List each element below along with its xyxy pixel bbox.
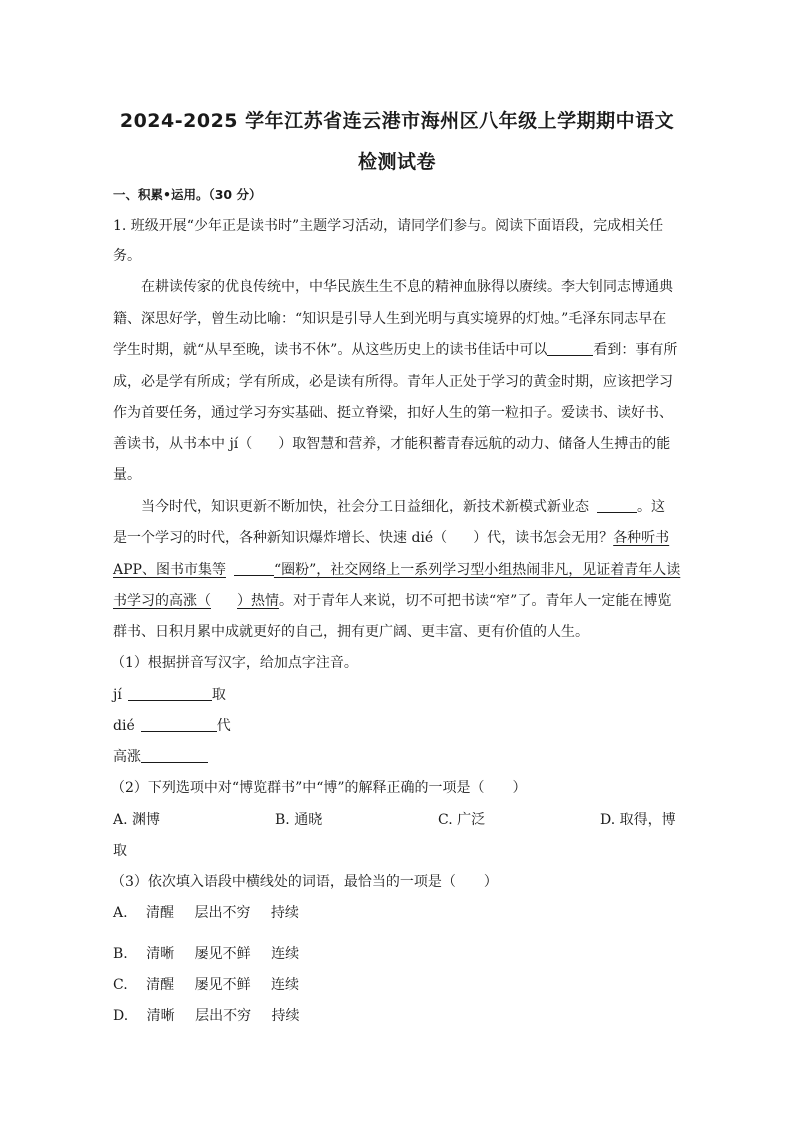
- passage-p2-line: [141, 497, 716, 517]
- fill-blank-2[interactable]: [597, 498, 637, 513]
- passage-text: 当今时代，知识更新不断加快，社会分工日益细化，新技术新模式新业态: [141, 499, 589, 515]
- passage-p1-line: 在耕读传家的优良传统中，中华民族生生不息的精神血脉得以赓续。李大钊同志博通典: [141, 279, 673, 295]
- passage-p1-line: 成，必是学有所成；学有所成，必是读有所得。青年人正处于学习的黄金时期，应该把学习: [113, 374, 673, 390]
- option-word: 清晰: [146, 946, 175, 962]
- passage-p2-line: [113, 560, 688, 580]
- option-a[interactable]: [113, 903, 688, 923]
- fill-blank-3[interactable]: [234, 561, 274, 576]
- option-word: 清晰: [146, 1008, 175, 1024]
- option-word: 持续: [271, 1008, 300, 1024]
- passage-text: ）热情: [237, 593, 279, 609]
- passage-text: 善读书，从书本中 jí（: [113, 436, 253, 452]
- passage-text: 是一个学习的时代，各种新知识爆炸增长、快速 dié（: [113, 530, 448, 546]
- option-word: 连续: [271, 946, 300, 962]
- answer-line-ji: [113, 685, 688, 705]
- option-d[interactable]: [113, 1006, 688, 1026]
- answer-label: jí: [113, 687, 122, 703]
- option-word: 持续: [270, 905, 299, 921]
- passage-p2-line: 群书、日积月累中成就更好的自己，拥有更广阔、更丰富、更有价值的人生。: [113, 624, 589, 640]
- passage-p2-line: [113, 528, 688, 548]
- option-word: 清醒: [146, 977, 175, 993]
- passage-text: APP、图书市集等: [113, 562, 226, 578]
- underlined-text: [113, 593, 279, 609]
- passage-p1-line: [113, 434, 688, 454]
- answer-suffix: 代: [216, 718, 231, 734]
- option-d-wrap: 取: [113, 843, 127, 859]
- option-label: C.: [113, 977, 128, 993]
- question-1-intro-cont: 务。: [113, 248, 141, 264]
- option-b[interactable]: B. 通晓: [275, 812, 323, 828]
- sub-question-3-prompt: （3）依次填入语段中横线处的词语，最恰当的一项是（ ）: [111, 874, 498, 890]
- answer-line-gaozhang: [113, 747, 688, 767]
- passage-p1-line: 量。: [113, 467, 141, 483]
- option-word: 清醒: [146, 905, 175, 921]
- passage-text: ）取智慧和营养，才能积蓄青春远航的动力、储备人生搏击的能: [278, 436, 671, 452]
- underlined-text: 各种听书: [613, 530, 670, 546]
- sub-question-2-prompt: （2）下列选项中对“博览群书”中“博”的解释正确的一项是（ ）: [111, 780, 527, 796]
- answer-suffix: 取: [211, 687, 226, 703]
- option-word: 屡见不鲜: [194, 977, 251, 993]
- option-c[interactable]: C. 广泛: [438, 812, 486, 828]
- option-label: B.: [113, 946, 128, 962]
- passage-text: 看到：事有所: [593, 342, 678, 358]
- passage-p2-line: [113, 591, 688, 611]
- answer-blank-ji[interactable]: [128, 686, 212, 701]
- passage-text: 。对于青年人来说，切不可把书读“窄”了。青年人一定能在博览: [279, 593, 672, 609]
- exam-title-line-1: 2024-2025 学年江苏省连云港市海州区八年级上学期期中语文: [119, 110, 675, 132]
- passage-text: 书学习的高涨（: [113, 593, 211, 609]
- option-c[interactable]: [113, 975, 688, 995]
- sub-question-1-prompt: （1）根据拼音写汉字，给加点字注音。: [111, 655, 358, 671]
- answer-line-die: [113, 716, 688, 736]
- option-word: 层出不穷: [194, 905, 251, 921]
- fill-blank-1[interactable]: [547, 341, 593, 356]
- option-b[interactable]: [113, 944, 688, 964]
- passage-text: 。这: [637, 499, 665, 515]
- option-d[interactable]: D. 取得，博: [600, 812, 676, 828]
- option-word: 层出不穷: [195, 1008, 252, 1024]
- passage-text: ）代，读书怎会无用？: [473, 530, 614, 546]
- option-a[interactable]: A. 渊博: [113, 812, 161, 828]
- passage-p1-line: 作为首要任务，通过学习夯实基础、挺立脊梁，扣好人生的第一粒扣子。爱读书、读好书、: [113, 405, 673, 421]
- option-label: D.: [113, 1008, 129, 1024]
- answer-blank-gaozhang[interactable]: [141, 748, 208, 763]
- option-word: 连续: [271, 977, 300, 993]
- passage-p1-line: [113, 340, 688, 360]
- answer-label: 高涨: [113, 749, 141, 765]
- section-heading: 一、积累•运用。（30 分）: [113, 187, 262, 202]
- passage-text: 学生时期，就“从早至晚，读书不休”。从这些历史上的读书佳话中可以: [113, 342, 548, 358]
- answer-blank-die[interactable]: [141, 717, 217, 732]
- passage-text: “圈粉”，社交网络上一系列学习型小组热闹非凡，见证着青年人读: [273, 562, 681, 578]
- passage-p1-line: 籍、深思好学，曾生动比喻：“知识是引导人生到光明与真实境界的灯烛。”毛泽东同志早在: [113, 311, 667, 327]
- exam-title-line-2: 检测试卷: [357, 151, 436, 173]
- option-word: 屡见不鲜: [194, 946, 251, 962]
- option-label: A.: [113, 905, 128, 921]
- question-1-intro: 1. 班级开展“少年正是读书时”主题学习活动，请同学们参与。阅读下面语段，完成相关任: [113, 218, 664, 234]
- answer-label: dié: [113, 718, 135, 734]
